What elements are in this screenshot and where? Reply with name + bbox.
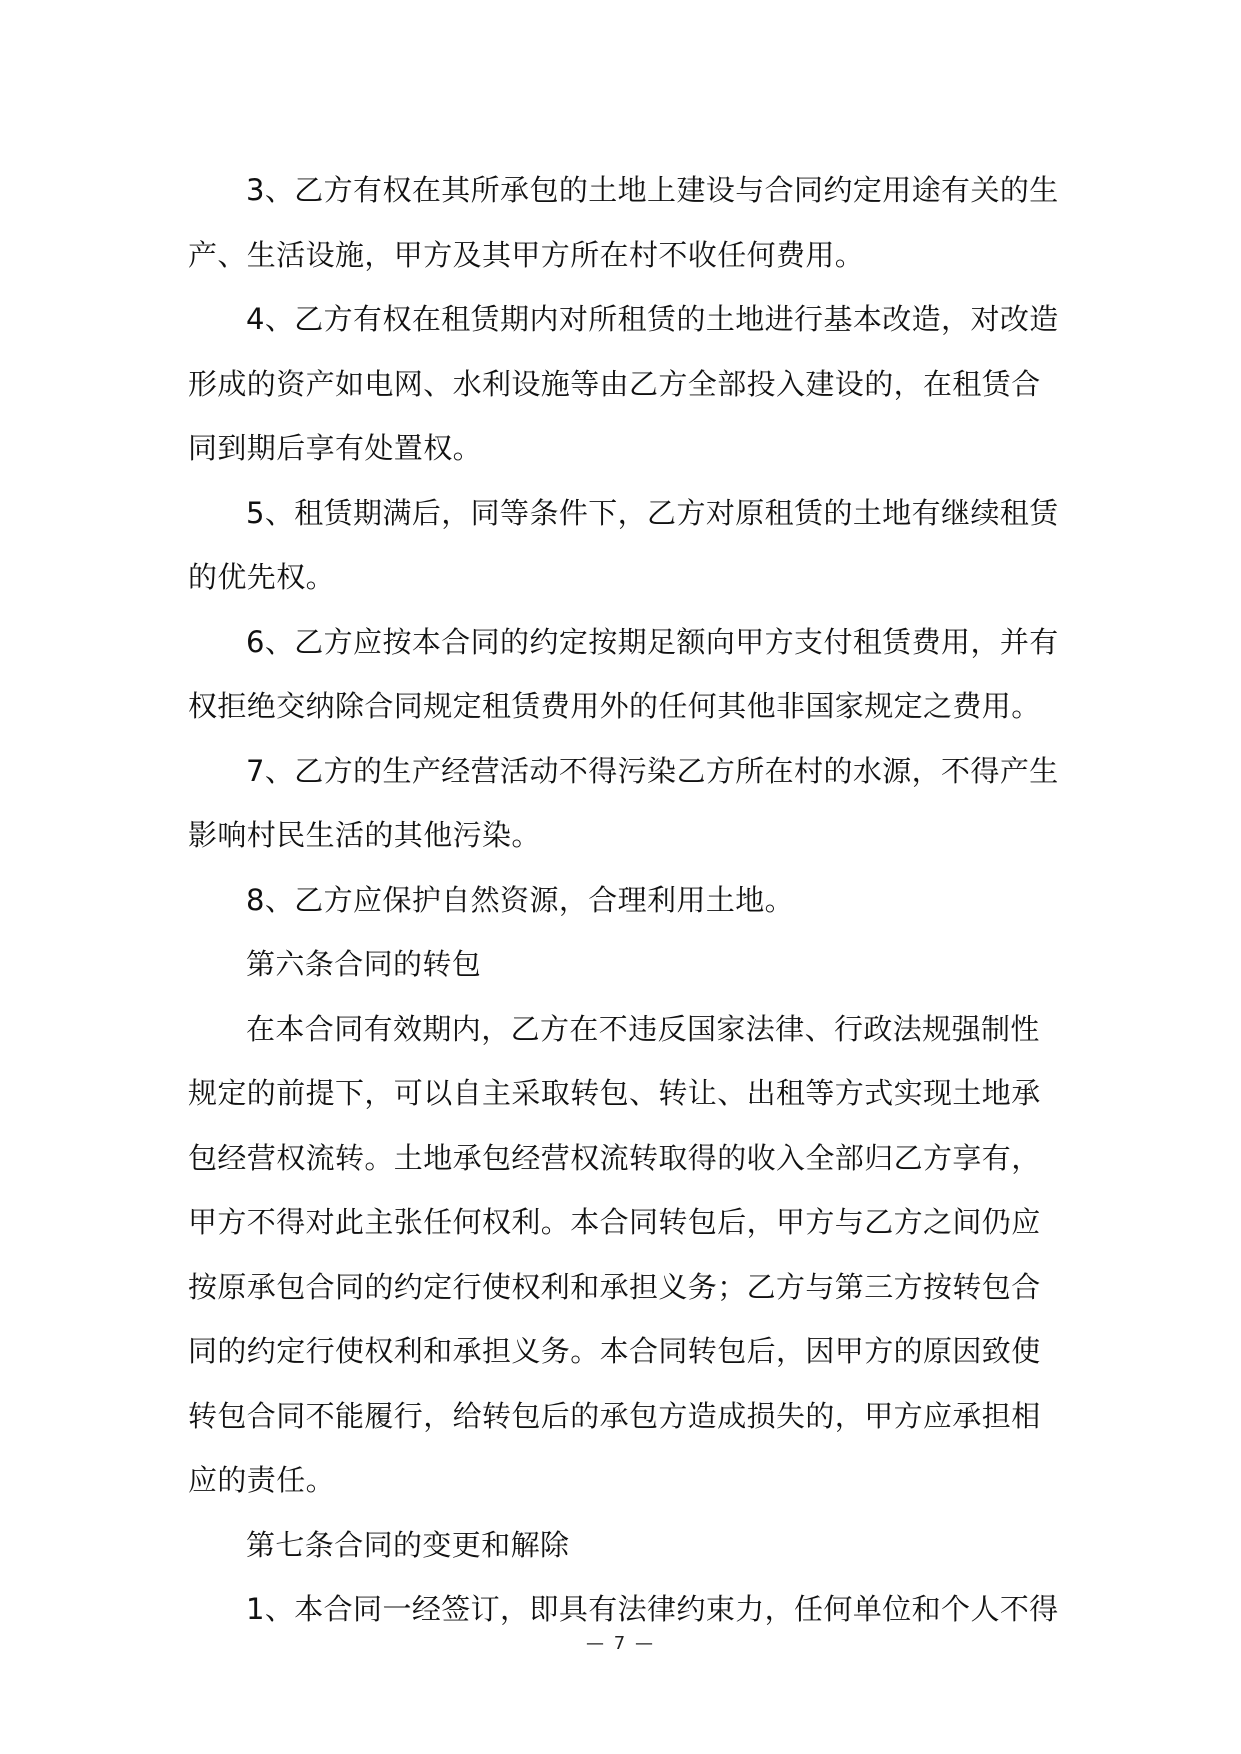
clause-4-paragraph: 4、乙方有权在租赁期内对所租赁的土地进行基本改造，对改造形成的资产如电网、水利设施等由乙方全部投入建设的，在租赁合同到期后享有处置权。 [188, 302, 1059, 465]
article-6-heading: 第六条合同的转包 [246, 947, 482, 981]
clause-8-paragraph: 8、乙方应保护自然资源，合理利用土地。 [246, 882, 795, 917]
clause-3-paragraph: 3、乙方有权在其所承包的土地上建设与合同约定用途有关的生产、生活设施，甲方及其甲方所在村不收任何费用。 [188, 173, 1059, 272]
page-number: — 7 — [586, 1633, 655, 1654]
document-body [188, 158, 1068, 1642]
clause-5-paragraph: 5、租赁期满后，同等条件下，乙方对原租赁的土地有继续租赁的优先权。 [188, 495, 1059, 594]
clause-7-paragraph: 7、乙方的生产经营活动不得污染乙方所在村的水源，不得产生影响村民生活的其他污染。 [188, 753, 1059, 852]
article-7-heading: 第七条合同的变更和解除 [246, 1527, 570, 1562]
clause-6-paragraph: 6、乙方应按本合同的约定按期足额向甲方支付租赁费用，并有权拒绝交纳除合同规定租赁费用外的任何其他非国家规定之费用。 [188, 624, 1059, 723]
article-7-clause-1: 1、本合同一经签订，即具有法律约束力，任何单位和个人不得 [246, 1592, 1059, 1626]
article-6-body: 在本合同有效期内，乙方在不违反国家法律、行政法规强制性规定的前提下，可以自主采取转包、转让、出租等方式实现土地承包经营权流转。土地承包经营权流转取得的收入全部归乙方享有，甲方不得对此主张任何权利。本合同转包后，甲方与乙方之间仍应按原承包合同的约定行使权利和承担义务；乙方与第三方按转包合同的约定行使权利和承担义务。本合同转包后，因甲方的原因致使转包合同不能履行，给转包后的承包方造成损失的，甲方应承担相应的责任。 [188, 1011, 1041, 1497]
